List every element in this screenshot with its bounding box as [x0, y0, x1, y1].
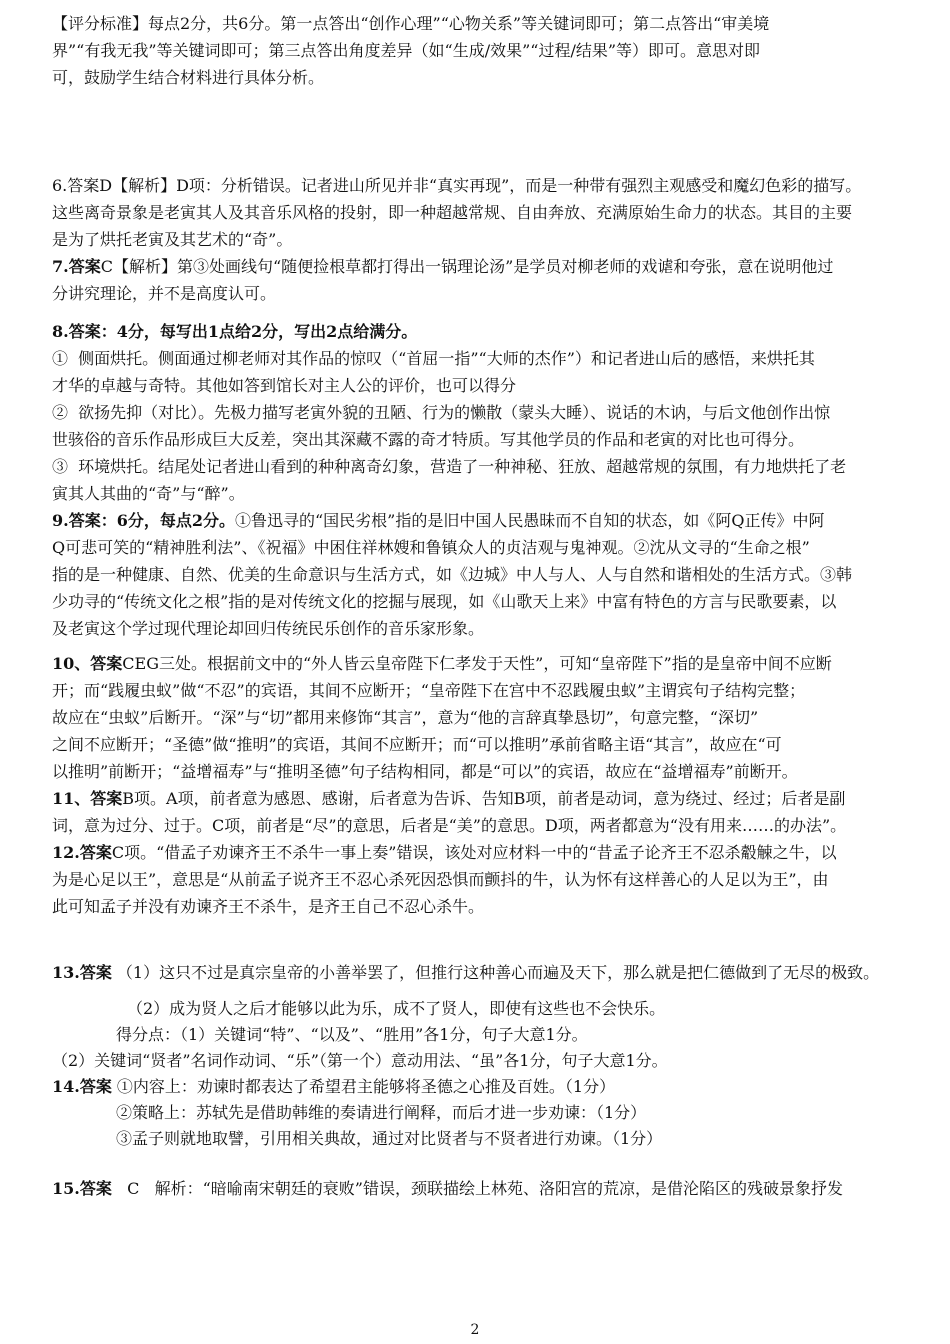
line-text: Q可悲可笑的“精神胜利法”、《祝福》中困住祥林嫂和鲁镇众人的贞洁观与鬼神观。②沈从文寻的“生命之根” [52, 538, 810, 557]
text-line [52, 480, 902, 507]
line-text: CEG三处。根据前文中的“外人皆云皇帝陛下仁孝发于天性”，可知“皇帝陛下”指的是皇帝中间不应断 [122, 654, 832, 673]
line-text: 少功寻的“传统文化之根”指的是对传统文化的挖掘与展现，如《山歌天上来》中富有特色的方言与民歌要素，以 [52, 592, 837, 611]
line-text: 分讲究理论，并不是高度认可。 [52, 284, 277, 303]
text-line [52, 318, 902, 345]
text-line [52, 199, 902, 226]
answer-label: 8.答案：4分，每写出1点给2分，写出2点给满分。 [52, 322, 418, 341]
text-line [52, 372, 902, 399]
line-text: ① 侧面烘托。侧面通过柳老师对其作品的惊叹（“首屈一指”“大师的杰作”）和记者进山后的感悟，来烘托其 [52, 349, 815, 368]
line-text: B项。A项，前者意为感恩、感谢，后者意为告诉、告知B项，前者是动词，意为绕过、经过；后者是副 [122, 789, 846, 808]
text-line [52, 453, 902, 480]
answers-13-14-detail-block [52, 996, 902, 1152]
text-line [52, 426, 902, 453]
answer-13-block [52, 959, 902, 986]
line-text: 开；而“践履虫蚁”做“不忍”的宾语，其间不应断开；“皇帝陛下在宫中不忍践履虫蚁”主谓宾句子结构完整； [52, 681, 806, 700]
answer-label: 9.答案：6分，每点2分。 [52, 511, 235, 530]
line-text: 6.答案D【解析】D项：分析错误。记者进山所见并非“真实再现”，而是一种带有强烈主观感受和魔幻色彩的描写。 [52, 176, 862, 195]
line-text: ①内容上：劝谏时都表达了希望君主能够将圣德之心推及百姓。（1分） [111, 1077, 616, 1096]
line-text: C项。“借孟子劝谏齐王不杀牛一事上奏”错误，该处对应材料一中的“昔孟子论齐王不忍杀觳觫之牛，以 [111, 843, 837, 862]
line-text: C【解析】第③处画线句“随便捡根草都打得出一锅理论汤”是学员对柳老师的戏谑和夸张，意在说明他过 [100, 257, 834, 276]
text-line [52, 731, 902, 758]
line-text: ③孟子则就地取譬，引用相关典故，通过对比贤者与不贤者进行劝谏。（1分） [116, 1129, 663, 1148]
line-text: 为是心足以王”，意思是“从前孟子说齐王不忍心杀死因恐惧而颤抖的牛，认为怀有这样善心的人足以为王”，由 [52, 870, 829, 889]
text-line [52, 507, 902, 534]
line-text: 及老寅这个学过现代理论却回归传统民乐创作的音乐家形象。 [52, 619, 485, 638]
text-line [52, 1126, 902, 1152]
answer-15-block [52, 1175, 902, 1202]
text-line [52, 226, 902, 253]
answer-8-block [52, 318, 902, 507]
text-line [52, 866, 902, 893]
line-text: 得分点：（1）关键词“特”、“以及”、“胜用”各1分，句子大意1分。 [116, 1025, 588, 1044]
answer-label: 11、答案 [52, 789, 123, 808]
text-line [52, 253, 902, 280]
line-text: ② 欲扬先抑（对比）。先极力描写老寅外貌的丑陋、行为的懒散（蒙头大睡）、说话的木讷，与后文他创作出惊 [52, 403, 831, 422]
text-line [52, 758, 902, 785]
text-line [52, 1048, 902, 1074]
text-line [52, 172, 902, 199]
answer-9-block [52, 507, 902, 642]
line-text: 寅其人其曲的“奇”与“醉”。 [52, 484, 245, 503]
answers-6-7-block [52, 172, 902, 307]
text-line [52, 588, 902, 615]
answer-label: 12.答案 [52, 843, 112, 862]
text-line [52, 37, 902, 64]
answer-label: 14.答案 [52, 1077, 112, 1096]
text-line [52, 345, 902, 372]
answer-label: 10、答案 [52, 654, 123, 673]
line-text: 词，意为过分、过于。C项，前者是“尽”的意思，后者是“美”的意思。D项，两者都意为“没有用来……的办法”。 [52, 816, 847, 835]
line-text: 故应在“虫蚁”后断开。“深”与“切”都用来修饰“其言”，意为“他的言辞真挚恳切”，句意完整，“深切” [52, 708, 759, 727]
line-text: C 解析：“暗喻南宋朝廷的衰败”错误，颈联描绘上林苑、洛阳宫的荒凉，是借沦陷区的残破景象抒发 [111, 1179, 843, 1198]
text-line [52, 1100, 902, 1126]
text-line [52, 1175, 902, 1202]
text-line [52, 812, 902, 839]
page-number: 2 [470, 1322, 480, 1338]
answer-label: 15.答案 [52, 1179, 112, 1198]
line-text: ②策略上：苏轼先是借助韩维的奏请进行阐释，而后才进一步劝谏：（1分） [116, 1103, 647, 1122]
text-line [52, 615, 902, 642]
answer-label: 13.答案 [52, 963, 112, 982]
text-line [52, 893, 902, 920]
line-text: （2）成为贤人之后才能够以此为乐，成不了贤人，即使有这些也不会快乐。 [127, 999, 666, 1018]
text-line [52, 1074, 902, 1100]
text-line [52, 399, 902, 426]
line-text: 这些离奇景象是老寅其人及其音乐风格的投射，即一种超越常规、自由奔放、充满原始生命力的状态。其目的主要 [52, 203, 853, 222]
line-text: （2）关键词“贤者”名词作动词、“乐”（第一个）意动用法、“虽”各1分，句子大意1分。 [52, 1051, 668, 1070]
line-text: 以推明”前断开；“益增福寿”与“推明圣德”句子结构相同，都是“可以”的宾语，故应在“益增福寿”前断开。 [52, 762, 798, 781]
text-line [52, 959, 902, 986]
text-line [52, 996, 902, 1022]
scoring-standard-block [52, 10, 902, 91]
text-line [52, 64, 902, 91]
answer-label: 7.答案 [52, 257, 101, 276]
line-text: 此可知孟子并没有劝谏齐王不杀牛，是齐王自己不忍心杀牛。 [52, 897, 485, 916]
text-line [52, 650, 902, 677]
text-line [52, 785, 902, 812]
text-line [52, 534, 902, 561]
text-line [52, 704, 902, 731]
text-line [52, 280, 902, 307]
line-text: 是为了烘托老寅及其艺术的“奇”。 [52, 230, 293, 249]
line-text: 指的是一种健康、自然、优美的生命意识与生活方式，如《边城》中人与人、人与自然和谐相处的生活方式。③韩 [52, 565, 853, 584]
text-line [52, 10, 902, 37]
line-text: （1）这只不过是真宗皇帝的小善举罢了，但推行这种善心而遍及天下，那么就是把仁德做到了无尽的极致。 [111, 963, 880, 982]
line-text: 之间不应断开；“圣德”做“推明”的宾语，其间不应断开；而“可以推明”承前省略主语“其言”，故应在“可 [52, 735, 782, 754]
text-line [52, 839, 902, 866]
text-line [52, 1022, 902, 1048]
line-text: 【评分标准】每点2分，共6分。第一点答出“创作心理”“心物关系”等关键词即可；第二点答出“审美境 [52, 14, 770, 33]
text-line [52, 561, 902, 588]
line-text: 才华的卓越与奇特。其他如答到馆长对主人公的评价，也可以得分 [52, 376, 517, 395]
answers-10-12-block [52, 650, 902, 920]
line-text: ③ 环境烘托。结尾处记者进山看到的种种离奇幻象，营造了一种神秘、狂放、超越常规的氛围，有力地烘托了老 [52, 457, 847, 476]
line-text: 可，鼓励学生结合材料进行具体分析。 [52, 68, 325, 87]
line-text: 世骇俗的音乐作品形成巨大反差，突出其深藏不露的奇才特质。写其他学员的作品和老寅的对比也可得分。 [52, 430, 805, 449]
line-text: 界”“有我无我”等关键词即可；第三点答出角度差异（如“生成/效果”“过程/结果”等）即可。意思对即 [52, 41, 761, 60]
line-text: ①鲁迅寻的“国民劣根”指的是旧中国人民愚昧而不自知的状态，如《阿Q正传》中阿 [234, 511, 825, 530]
text-line [52, 677, 902, 704]
